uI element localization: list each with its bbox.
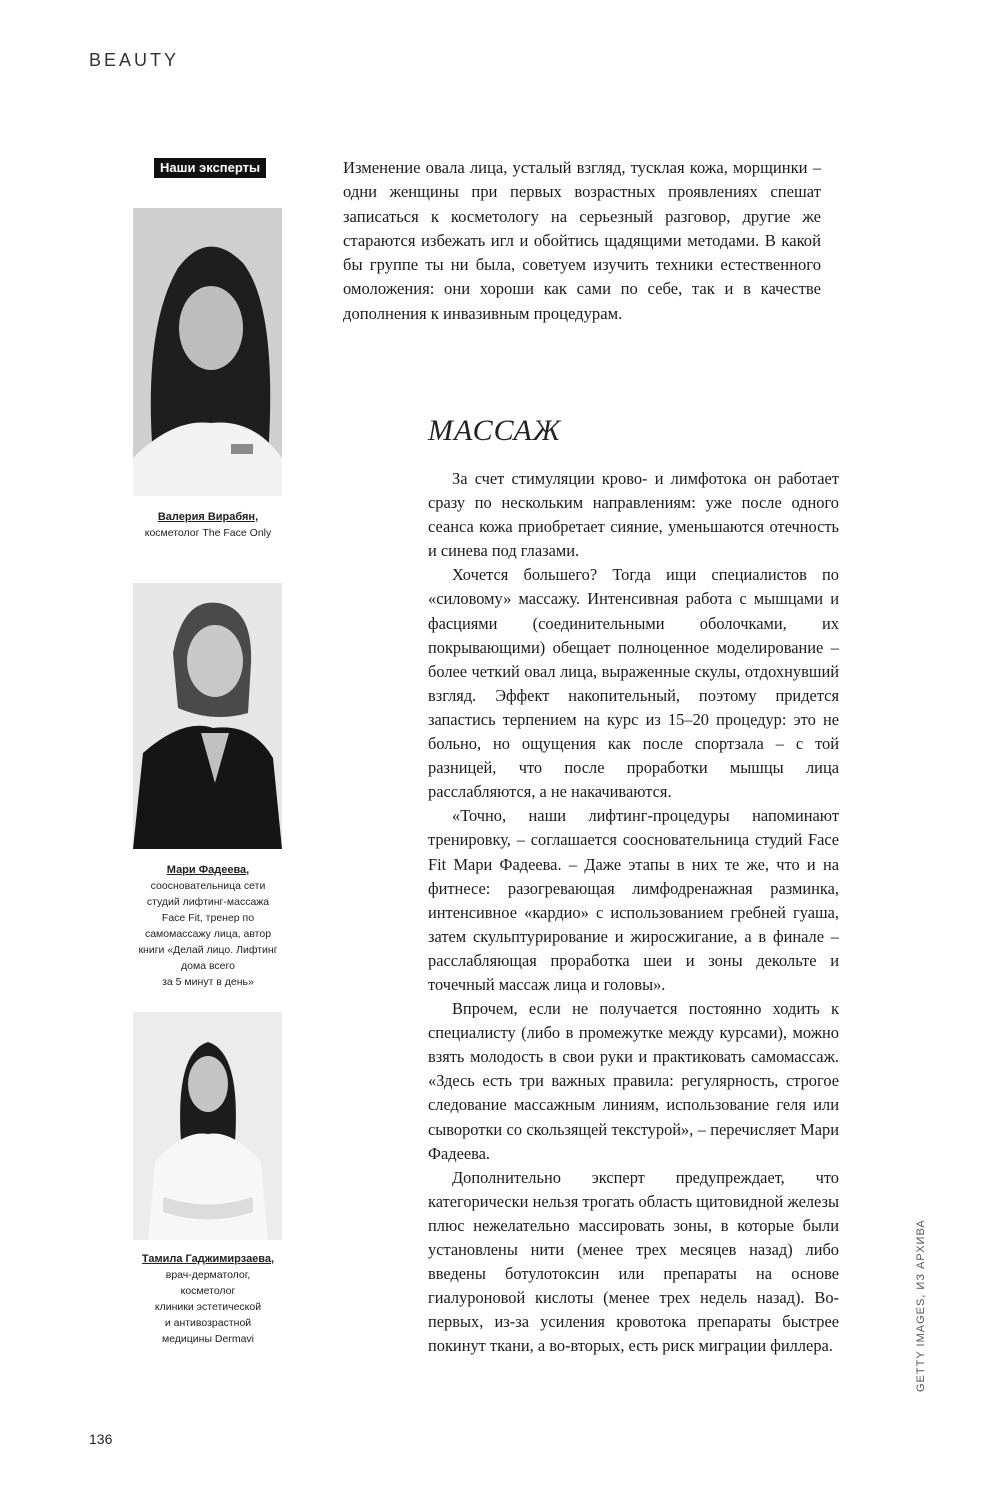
intro-paragraph: Изменение овала лица, усталый взгляд, тусклая кожа, морщинки – одни женщины при первых возрастных проявлениях спешат записаться к косметологу на серьезный разговор, другие же стараются избежать игл и обойтись щадящими методами. В какой бы группе ты ни была, советуем изучить техники естественного омоложения: они хороши как сами по себе, так и в качестве дополнения к инвазивным процедурам. <box>343 158 821 323</box>
article-paragraph: Хочется большего? Тогда ищи специалистов по «силовому» массажу. Интенсивная работа с мышцами и фасциями (соединительными оболочками, их покрывающими) обещает полноценное моделирование – более четкий овал лица, выраженные скулы, отдохнувший взгляд. Эффект накопительный, поэтому придется запастись терпением на курс из 15–20 процедур: это не больно, но ощущения как после спортзала – с той разницей, что после проработки мышцы лица расслабляются, а не накачиваются. <box>428 565 839 802</box>
expert-name: Валерия Вирабян, <box>157 511 259 523</box>
expert-photo-3 <box>133 1012 282 1240</box>
photo-credit: GETTY IMAGES, ИЗ АРХИВА <box>915 1219 927 1392</box>
expert-caption-1 <box>100 509 316 541</box>
expert-caption-2 <box>100 862 316 990</box>
article-body <box>428 467 839 1358</box>
article-paragraph: За счет стимуляции крово- и лимфотока он работает сразу по нескольким направлениям: уже после одного сеанса кожа приобретает сияние, уменьшаются отечность и синева под глазами. <box>428 469 839 561</box>
article-paragraph: Впрочем, если не получается постоянно ходить к специалисту (либо в промежутке между курсами), можно взять молодость в свои руки и практиковать самомассаж. «Здесь есть три важных правила: регулярность, строгое следование массажным линиям, использование геля или сыворотки со скользящей текстурой», – перечисляет Мари Фадеева. <box>428 999 839 1163</box>
expert-role: косметолог The Face Only <box>144 527 272 539</box>
expert-caption-3 <box>100 1251 316 1347</box>
expert-photo-1 <box>133 208 282 496</box>
expert-name: Тамила Гаджимирзаева, <box>141 1253 275 1265</box>
expert-name: Мари Фадеева, <box>166 864 250 876</box>
section-label: BEAUTY <box>89 50 180 70</box>
expert-role: врач-дерматолог, косметолог клиники эстетической и антивозрастной медицины Dermavi <box>154 1269 262 1345</box>
expert-photo-2 <box>133 583 282 849</box>
experts-heading: Наши эксперты <box>154 158 266 178</box>
article-paragraph: «Точно, наши лифтинг-процедуры напоминают тренировку, – соглашается соосновательница студий Face Fit Мари Фадеева. – Даже этапы в них те же, что и на фитнесе: разогревающая лимфодренажная разминка, интенсивное «кардио» с использованием гребней гуаша, затем скульптурирование и жиросжигание, а в финале – расслабляющая проработка шеи и зоны декольте и точечный массаж лица и головы». <box>428 806 839 994</box>
article-heading: МАССАЖ <box>428 414 562 447</box>
expert-role: соосновательница сети студий лифтинг-массажа Face Fit, тренер по самомассажу лица, автор книги «Делай лицо. Лифтинг дома всего за 5 минут в день» <box>138 880 278 988</box>
article-paragraph: Дополнительно эксперт предупреждает, что категорически нельзя трогать область щитовидной железы плюс нежелательно массировать зоны, в которые были установлены нити (менее трех месяцев назад) либо введены ботулотоксин или препараты на основе гиалуроновой кислоты (менее трех недель назад). Во-первых, из-за усиления кровотока препараты быстрее покинут ткани, а во-вторых, есть риск миграции филлера. <box>428 1167 839 1356</box>
page-number: 136 <box>89 1431 113 1447</box>
